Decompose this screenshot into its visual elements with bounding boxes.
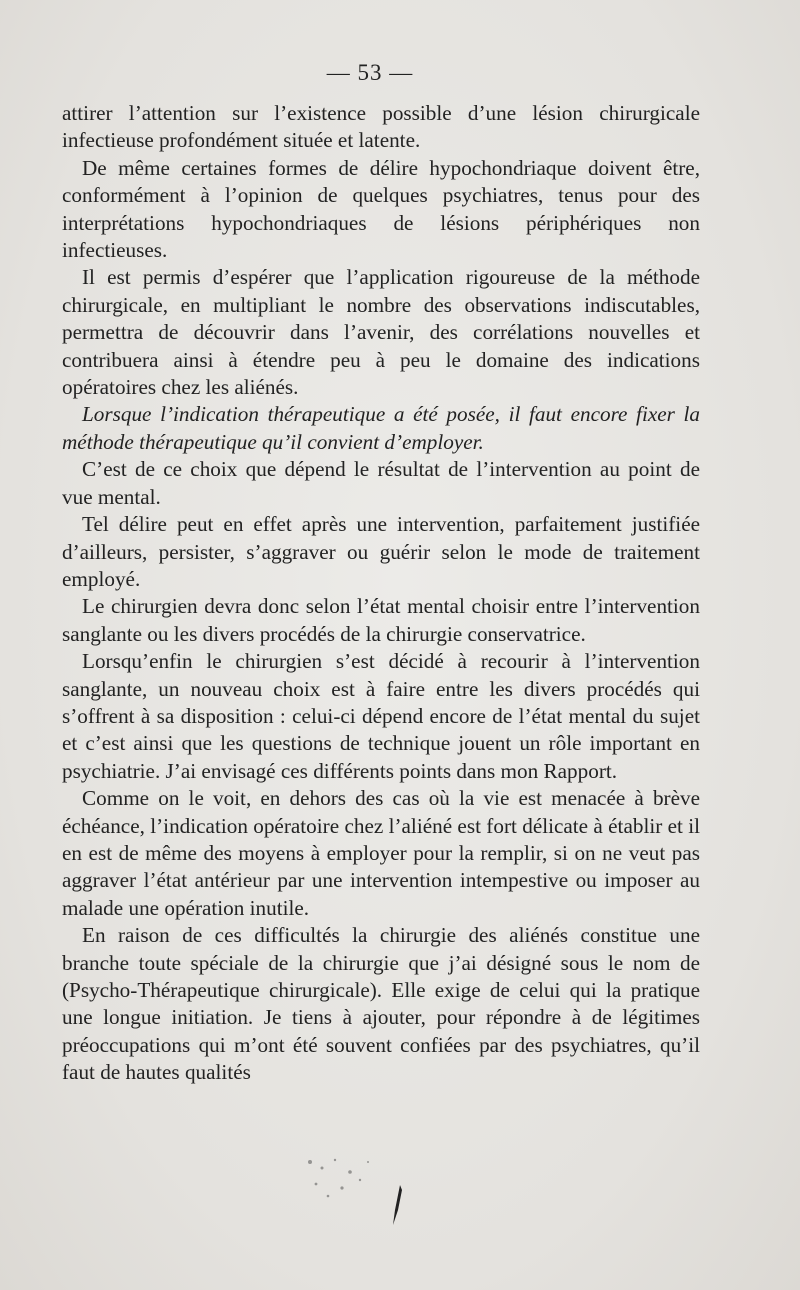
paragraph: De même certaines formes de délire hypochondriaque doivent être, conformément à l’opinion de quelques psychiatres, tenus pour des interprétations hypochondriaques de lésions périphériques non infectieuses. — [62, 155, 700, 263]
paragraph: En raison de ces difficultés la chirurgie des aliénés constitue une branche toute spéciale de la chirurgie que j’ai désigné sous le nom de (Psycho-Thérapeutique chirurgicale). Elle exige de celui qui la pratique une longue initiation. Je tiens à ajouter, pour répondre à de légitimes préoccupations qui m’ont été souvent confiées par des psychiatres, qu’il faut de hautes qualités — [62, 923, 700, 1085]
paragraph: Tel délire peut en effet après une intervention, parfaitement justifiée d’ailleurs, persister, s’aggraver ou guérir selon le mode de traitement employé. — [62, 512, 700, 591]
page-number: — 53 — — [326, 60, 414, 85]
paragraph-italic: Lorsque l’indication thérapeutique a été posée, il faut encore fixer la méthode thérapeutique qu’il convient d’employer. — [62, 402, 700, 454]
paragraph: Comme on le voit, en dehors des cas où la vie est menacée à brève échéance, l’indication opératoire chez l’aliéné est fort délicate à établir et il en est de même des moyens à employer pour la remplir, si on ne veut pas aggraver l’état antérieur par une intervention intempestive ou imposer au malade une opération inutile. — [62, 786, 700, 920]
paragraph: C’est de ce choix que dépend le résultat de l’intervention au point de vue mental. — [62, 457, 700, 509]
paragraph: attirer l’attention sur l’existence possible d’une lésion chirurgicale infectieuse profondément située et latente. — [62, 101, 700, 153]
body-text — [62, 100, 700, 1087]
paragraph: Il est permis d’espérer que l’application rigoureuse de la méthode chirurgicale, en multipliant le nombre des observations indiscutables, permettra de découvrir dans l’avenir, des corrélations nouvelles et contribuera ainsi à étendre peu à peu le domaine des indications opératoires chez les aliénés. — [62, 265, 700, 400]
paragraph: Le chirurgien devra donc selon l’état mental choisir entre l’intervention sanglante ou les divers procédés de la chirurgie conservatrice. — [62, 594, 700, 646]
paragraph: Lorsqu’enfin le chirurgien s’est décidé à recourir à l’intervention sanglante, un nouveau choix est à faire entre les divers procédés qui s’offrent à sa disposition : celui-ci dépend encore de l’état mental du sujet et c’est ainsi que les questions de technique jouent un rôle important en psychiatrie. J’ai envisagé ces différents points dans mon Rapport. — [62, 649, 700, 783]
ink-smudge — [250, 1150, 430, 1240]
